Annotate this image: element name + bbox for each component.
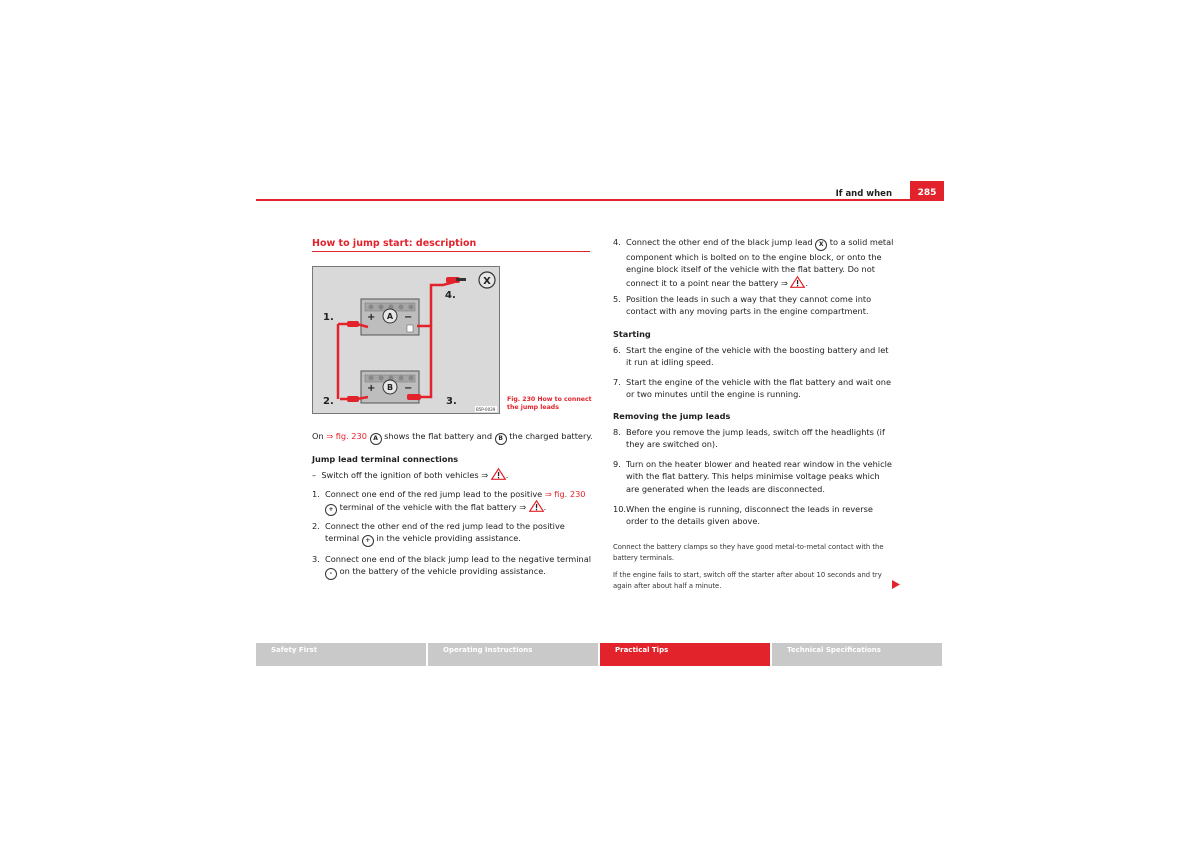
step-10 — [613, 503, 895, 528]
step-5 — [613, 293, 895, 318]
step-3-text-b: on the battery of the vehicle providing assistance. — [339, 566, 546, 577]
diagram-step-1: 1. — [323, 312, 334, 323]
plus-sign-a: + — [367, 312, 376, 323]
black-clamp-bottom — [407, 394, 421, 400]
tab-operating-instructions[interactable]: Operating Instructions — [428, 643, 598, 666]
step-3-text-a: Connect one end of the black jump lead to the negative terminal — [325, 554, 592, 564]
figure-caption-line2: the jump leads — [507, 404, 559, 412]
step-9-number: 9. — [613, 459, 621, 469]
minus-sign-b: − — [404, 383, 413, 394]
step-9-text: Turn on the heater blower and heated rear window in the vehicle with the flat battery. This helps minimise voltage peaks which are generated when the leads are disconnected. — [626, 459, 892, 494]
tab-practical-tips[interactable]: Practical Tips — [600, 643, 770, 666]
step-10-text: When the engine is running, disconnect the leads in reverse order to the details given above. — [626, 504, 873, 527]
step-1-text-a: Connect one end of the red jump lead to the positive — [325, 489, 543, 499]
step-2-text-a: Connect the other end of the red jump lead to the positive terminal — [325, 521, 565, 544]
step-8-text: Before you remove the jump leads, switch off the headlights (if they are switched on). — [626, 427, 885, 450]
step-1-number: 1. — [312, 489, 320, 499]
clamp-x-label: X — [483, 276, 491, 287]
badge-b: B — [495, 433, 507, 445]
step-1-figure-link[interactable]: ⇒ fig. 230 — [544, 489, 586, 499]
subheading-removing: Removing the jump leads — [613, 411, 731, 421]
clamp-x-badge: X — [815, 239, 827, 251]
battery-a-label: A — [386, 312, 394, 321]
step-7-number: 7. — [613, 377, 621, 387]
warning-icon[interactable] — [491, 468, 506, 480]
step-6-number: 6. — [613, 345, 621, 355]
step-6-text: Start the engine of the vehicle with the boosting battery and let it run at idling speed. — [626, 345, 889, 368]
intro-text-1: shows the flat battery and — [384, 431, 493, 441]
subheading-terminal-connections: Jump lead terminal connections — [312, 454, 459, 464]
minus-terminal-badge: - — [325, 568, 337, 580]
step-1-text-b: terminal of the vehicle with the flat battery ⇒ — [339, 502, 527, 513]
intro-text-2: the charged battery. — [509, 431, 593, 441]
step-4 — [613, 236, 895, 289]
step-5-number: 5. — [613, 294, 621, 304]
tab-safety-first[interactable]: Safety First — [256, 643, 426, 666]
step-3 — [312, 553, 592, 580]
step-4-end: . — [805, 277, 809, 288]
black-jump-lead-path-b — [431, 281, 458, 326]
dash-list-item — [312, 468, 592, 481]
intro-paragraph — [312, 430, 602, 445]
step-9 — [613, 458, 895, 495]
diagram-step-4: 4. — [445, 290, 456, 301]
dash-end: . — [505, 470, 509, 480]
red-clamp-bottom — [347, 396, 359, 402]
step-5-text: Position the leads in such a way that they cannot come into contact with any moving parts in the engine compartment. — [626, 294, 872, 317]
step-6 — [613, 344, 895, 369]
minus-sign-a: − — [404, 312, 413, 323]
note-battery-clamps: Connect the battery clamps so they have good metal-to-metal contact with the battery terminals. — [613, 543, 884, 562]
step-2-text-b: in the vehicle providing assistance. — [376, 533, 521, 544]
step-1-end: . — [543, 502, 547, 513]
page-heading: How to jump start: description — [312, 238, 477, 249]
page-number: 285 — [910, 181, 944, 200]
badge-a: A — [370, 433, 382, 445]
diagram-step-3: 3. — [446, 396, 457, 407]
step-4-number: 4. — [613, 237, 621, 247]
tab-technical-specifications[interactable]: Technical Specifications — [772, 643, 942, 666]
dash-marker: – — [312, 470, 317, 480]
step-7-text: Start the engine of the vehicle with the flat battery and wait one or two minutes until the engine is running. — [626, 377, 891, 400]
figure-caption — [507, 396, 592, 412]
step-2-number: 2. — [312, 521, 320, 531]
header-rule — [256, 199, 944, 201]
figure-code: B5P-0039 — [476, 407, 496, 412]
subheading-starting: Starting — [613, 329, 651, 339]
jump-start-figure — [312, 266, 500, 414]
step-2 — [312, 520, 592, 547]
plus-terminal-badge: + — [325, 504, 337, 516]
plus-terminal-badge: + — [362, 535, 374, 547]
figure-caption-line1: Fig. 230 How to connect — [507, 396, 592, 403]
step-10-number: 10. — [613, 504, 627, 514]
heading-rule — [312, 251, 590, 252]
figure-reference-link[interactable]: ⇒ fig. 230 — [326, 431, 367, 441]
step-8-number: 8. — [613, 427, 621, 437]
dash-text: Switch off the ignition of both vehicles ⇒ — [321, 470, 489, 480]
intro-on: On — [312, 431, 324, 441]
battery-b-label: B — [386, 383, 394, 392]
step-4-text-a: Connect the other end of the black jump lead — [626, 237, 813, 247]
step-8 — [613, 426, 895, 451]
step-7 — [613, 376, 895, 401]
warning-icon[interactable] — [790, 276, 805, 288]
step-3-number: 3. — [312, 554, 320, 564]
step-1 — [312, 488, 592, 516]
note-engine-start: If the engine fails to start, switch off the starter after about 10 seconds and try again after about half a minute. — [613, 571, 882, 590]
diagram-step-2: 2. — [323, 396, 334, 407]
section-title: If and when — [835, 189, 892, 199]
jump-lead-diagram — [313, 267, 499, 413]
red-clamp-top — [347, 321, 359, 327]
warning-icon[interactable] — [529, 500, 544, 512]
step-4-text-b: to a solid metal component which is bolted on to the engine block, or onto the engine block itself of the vehicle with the flat battery. Do not connect it to a point near the battery ⇒ — [626, 237, 894, 288]
continue-arrow-icon[interactable] — [892, 580, 900, 589]
plus-sign-b: + — [367, 383, 376, 394]
battery-a — [361, 299, 419, 335]
